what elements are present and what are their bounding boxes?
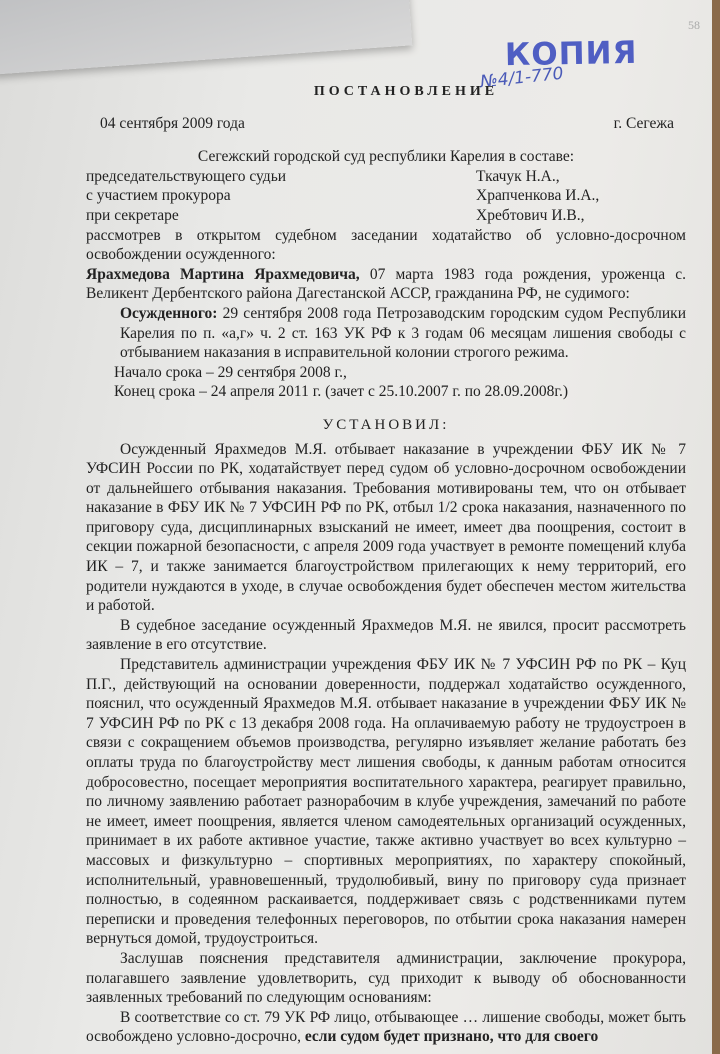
section-heading: УСТАНОВИЛ: xyxy=(322,416,450,433)
composition-row: с участием прокурора Храпченкова И.А., xyxy=(86,187,600,205)
document-title: ПОСТАНОВЛЕНИЕ xyxy=(313,84,499,99)
term-end: Конец срока – 24 апреля 2011 г. (зачет с 25.10.2007 г. по 28.09.2008г.) xyxy=(114,383,569,401)
paragraph: Заслушав пояснения представителя администрации, заключение прокурора, полагавшего заявление удовлетворить, суд приходит к выводу об обоснованности заявленных требований по следующим основаниям: xyxy=(86,949,686,1007)
paragraph: В судебное заседание осужденный Ярахмедов М.Я. не явился, просит рассмотреть заявление в его отсутствие. xyxy=(86,616,686,654)
document-date: 04 сентября 2009 года xyxy=(100,114,245,132)
document-body xyxy=(86,82,686,1047)
page-number-mark: 58 xyxy=(688,18,700,32)
copy-stamp: КОПИЯ xyxy=(504,34,638,74)
person-info: Ярахмедова Мартина Ярахмедовича, 07 марта 1983 года рождения, уроженца с. Великент Дербентского района Дагестанской АССР, гражданина РФ, не судимого: xyxy=(86,265,686,303)
paragraph: В соответствие со ст. 79 УК РФ лицо, отбывающее … лишение свободы, может быть освобождено условно-досрочно, если судом будет признано, что для своего xyxy=(86,1008,686,1046)
handwritten-case-number: №4/1-770 xyxy=(479,63,565,93)
paragraph: Представитель администрации учреждения ФБУ ИК № 7 УФСИН РФ по РК – Куц П.Г., действующий на основании доверенности, поддержал ходатайство осужденного, пояснил, что осужденный Ярахмедов М.Я. отбывает наказание в учреждении ФБУ ИК № 7 УФСИН РФ по РК с 13 декабря 2008 года. На оплачиваемую работу не трудоустроен в связи с сокращением объемов производства, регулярно изъявляет желание работать без оплаты труда по благоустройству мест лишения свободы, к данным работам относится добросовестно, посещает мероприятия воспитательного характера, реагирует правильно, по личному заявлению работает разнорабочим в клубе учреждения, замечаний по работе не имеет, имеет поощрения, является членом самодеятельных организаций осужденных, принимает в их работе активное участие, также активно участвует во всех культурно – массовых и физкультурно – спортивных мероприятиях, по характеру спокойный, исполнительный, уравновешенный, трудолюбивый, вину по приговору суда признает полностью, в содеянном раскаивается, поддерживает связь с родственниками путем переписки и проведения телефонных переговоров, по отбытии срока наказания намерен вернуться домой, трудоустроиться. xyxy=(86,656,686,948)
conviction-info: Осужденного: 29 сентября 2008 года Петрозаводским городским судом Республики Карелия по п. «а,г» ч. 2 ст. 163 УК РФ к 3 годам 06 месяцам лишения свободы с отбыванием наказания в исправительной колонии строгого режима. xyxy=(120,304,686,362)
composition-row: председательствующего судьи Ткачук Н.А., xyxy=(86,167,560,185)
paragraph: Осужденный Ярахмедов М.Я. отбывает наказание в учреждении ФБУ ИК № 7 УФСИН России по РК, ходатайствует перед судом об условно-досрочном освобождении от дальнейшего отбывания наказания. Требования мотивированы тем, что он отбывает наказание в ФБУ ИК № 7 УФСИН РФ по РК, отбыл 1/2 срока наказания, назначенного по приговору суда, дисциплинарных взысканий не имеет, имеет два поощрения, состоит в секции пожарной безопасности, с апреля 2009 года участвует в ремонте помещений клуба ИК – 7, и также занимается благоустройством прилегающих к нему территорий, его родители нуждаются в уходе, в случае освобождения будет обеспечен местом жительства и работой. xyxy=(86,440,686,615)
considered-text: рассмотрев в открытом судебном заседании ходатайство об условно-досрочном освобождении осужденного: xyxy=(86,226,686,264)
composition-row: при секретаре Хребтович И.В., xyxy=(86,206,585,224)
term-start: Начало срока – 29 сентября 2008 г., xyxy=(114,363,347,381)
court-name: Сегежский городской суд республики Карелия в составе: xyxy=(197,148,575,166)
document-city: г. Сегежа xyxy=(613,114,674,132)
